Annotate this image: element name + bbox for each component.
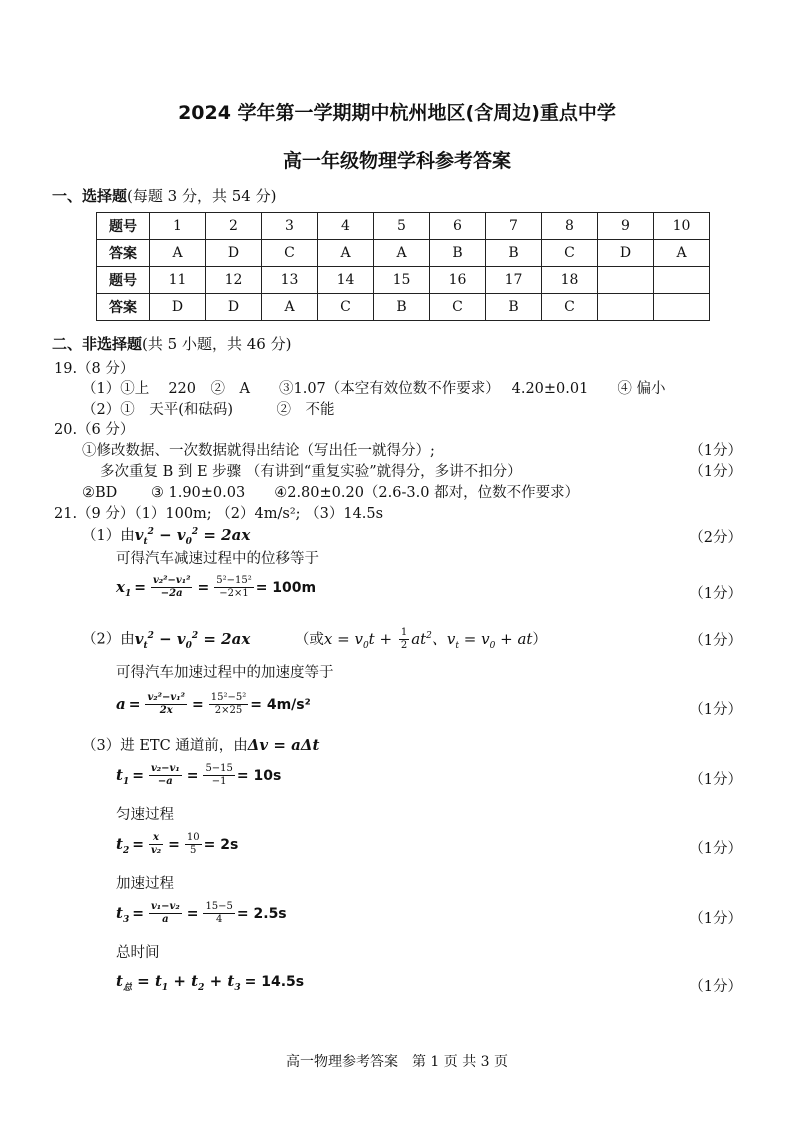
answer-table-cell: 4 — [318, 213, 374, 240]
q21-uniform-label: 匀速过程 — [116, 807, 174, 823]
section-choice-note: (每题 3 分，共 54 分) — [127, 187, 277, 205]
q21-part3-formula: （3）进 ETC 通道前，由Δv = aΔt — [82, 736, 320, 754]
q21-x1-score: （1分） — [689, 586, 742, 602]
q20-line1: ①修改数据、一次数据就得出结论（写出任一就得分）; — [82, 443, 435, 459]
answer-table-row-head: 题号 — [97, 213, 150, 240]
q21-a-result: = 4m/s² — [250, 697, 311, 713]
answer-table-cell: 13 — [262, 267, 318, 294]
answer-table-cell: 10 — [654, 213, 710, 240]
q20-line3: ②BD ③ 1.90±0.03 ④2.80±0.20（2.6-3.0 都对，位数不作要求） — [82, 485, 580, 501]
answer-table-cell: 14 — [318, 267, 374, 294]
q21-heading: 21.（9 分）（1）100m; （2）4m/s²; （3）14.5s — [54, 506, 384, 522]
q21-part2-prefix: （2）由 — [82, 631, 135, 648]
answer-table-cell: D — [150, 294, 206, 321]
q21-t1-result: = 10s — [236, 768, 282, 784]
q21-t3-score: （1分） — [689, 911, 742, 927]
answer-table-cell: 18 — [542, 267, 598, 294]
q21-part2-score: （1分） — [689, 633, 742, 649]
answer-table-cell: C — [262, 240, 318, 267]
q21-t2-equation: $t_2$ = $\frac{x}{\text{v₂}}$ = $\frac{10}{5}$ = 2s — [116, 832, 239, 856]
q20-line1-score: （1分） — [689, 443, 742, 459]
answer-table-cell: 9 — [598, 213, 654, 240]
answer-table-cell: 7 — [486, 213, 542, 240]
q21-a-score: （1分） — [689, 702, 742, 718]
section-choice-label: 一、选择题 — [52, 187, 128, 205]
answer-table-cell: D — [206, 240, 262, 267]
document-title: 2024 学年第一学期期中杭州地区(含周边)重点中学 — [178, 102, 616, 124]
q20-line2: 多次重复 B 到 E 步骤 （有讲到“重复实验”就得分，多讲不扣分） — [100, 464, 522, 480]
q21-total-result: = 14.5s — [244, 974, 305, 990]
q20-heading: 20.（6 分） — [54, 422, 135, 438]
q21-part1-score: （2分） — [689, 530, 742, 546]
document-subtitle: 高一年级物理学科参考答案 — [282, 150, 511, 172]
answer-table-row — [97, 267, 710, 294]
q21-part2-formula: （2）由$v_t^2 - v_0^2 = 2ax$ （或$x = v_0t$ + $\frac{1}{2}$ $at^2$、$v_t = v_0 + at$） — [82, 627, 547, 651]
q21-t3-result: = 2.5s — [236, 906, 287, 922]
answer-table-cell: 11 — [150, 267, 206, 294]
answer-table-cell: C — [318, 294, 374, 321]
q21-t1-score: （1分） — [689, 772, 742, 788]
answer-table-cell: C — [430, 294, 486, 321]
q21-accel-label: 加速过程 — [116, 876, 174, 892]
q20-line2-score: （1分） — [689, 464, 742, 480]
answer-table-cell: 17 — [486, 267, 542, 294]
section-free-heading — [52, 333, 291, 354]
section-choice-heading — [52, 185, 276, 206]
q21-x1-equation: $x_1$ = $\frac{\text{v₂²−v₁²}}{-2a}$ = $\frac{\text{5²−15²}}{-2\times 1}$ = 100m — [116, 575, 317, 599]
q21-total-equation: $t_总 = t_1 + t_2 + t_3 = 14.5s$ — [116, 972, 305, 993]
q21-part2-text: 可得汽车加速过程中的加速度等于 — [116, 665, 334, 681]
answer-table-cell: 16 — [430, 267, 486, 294]
q21-part1-formula: （1）由$v_t^2 - v_0^2 = 2ax$ — [82, 526, 251, 547]
answer-table-cell: 12 — [206, 267, 262, 294]
answer-table-cell: A — [374, 240, 430, 267]
q21-t2-score: （1分） — [689, 841, 742, 857]
q21-total-label: 总时间 — [116, 945, 160, 961]
answer-table-cell: B — [486, 294, 542, 321]
q21-part1-prefix: （1）由 — [82, 528, 135, 544]
answer-table-row-head: 题号 — [97, 267, 150, 294]
answer-table-cell: A — [318, 240, 374, 267]
q21-a-equation: a = $\frac{\text{v₂²−v₁²}}{2x}$ = $\frac{\text{15²−5²}}{2\times 25}$ = 4m/s² — [116, 692, 311, 716]
answer-table-cell: A — [150, 240, 206, 267]
answer-table-cell — [598, 294, 654, 321]
q21-part3-prefix: （3）进 ETC 通道前，由 — [82, 738, 248, 754]
answer-table-cell: 1 — [150, 213, 206, 240]
q21-t2-result: = 2s — [203, 837, 239, 853]
answer-table-cell: 6 — [430, 213, 486, 240]
answer-table-cell — [654, 267, 710, 294]
answer-table-row — [97, 294, 710, 321]
q21-t1-equation: $t_1$ = $\frac{\text{v₂−v₁}}{-a}$ = $\frac{5-15}{-1}$ = 10s — [116, 763, 282, 787]
section-free-note: (共 5 小题，共 46 分) — [142, 335, 292, 353]
answer-table-cell: B — [374, 294, 430, 321]
answer-table-cell — [654, 294, 710, 321]
answer-table-cell: 3 — [262, 213, 318, 240]
answer-table-cell — [598, 267, 654, 294]
answer-table-cell: C — [542, 294, 598, 321]
q21-total-score: （1分） — [689, 979, 742, 995]
answer-table-cell: C — [542, 240, 598, 267]
q21-x1-result: = 100m — [255, 580, 317, 596]
answer-table-cell: D — [206, 294, 262, 321]
q19-line1: （1）①上 220 ② A ③1.07（本空有效位数不作要求） 4.20±0.01 ④ 偏小 — [82, 381, 666, 397]
answer-table-row — [97, 213, 710, 240]
answer-table-cell: A — [262, 294, 318, 321]
answer-table-cell: B — [430, 240, 486, 267]
answer-table-row-head: 答案 — [97, 240, 150, 267]
answer-table-cell: 5 — [374, 213, 430, 240]
q19-line2: （2）① 天平(和砝码) ② 不能 — [82, 402, 335, 418]
q21-part1-text: 可得汽车减速过程中的位移等于 — [116, 551, 319, 567]
q21-t3-equation: $t_3$ = $\frac{\text{v₁−v₂}}{a}$ = $\frac{15-5}{4}$ = 2.5s — [116, 901, 287, 925]
answer-table-cell: A — [654, 240, 710, 267]
answer-table — [96, 212, 710, 321]
answer-table-cell: 15 — [374, 267, 430, 294]
answer-table-cell: 2 — [206, 213, 262, 240]
answer-table-cell: B — [486, 240, 542, 267]
answer-table-row-head: 答案 — [97, 294, 150, 321]
answer-table-cell: 8 — [542, 213, 598, 240]
section-free-label: 二、非选择题 — [52, 335, 143, 353]
answer-table-cell: D — [598, 240, 654, 267]
answer-table-row — [97, 240, 710, 267]
q19-heading: 19.（8 分） — [54, 361, 135, 377]
page-footer: 高一物理参考答案 第 1 页 共 3 页 — [285, 1054, 509, 1070]
